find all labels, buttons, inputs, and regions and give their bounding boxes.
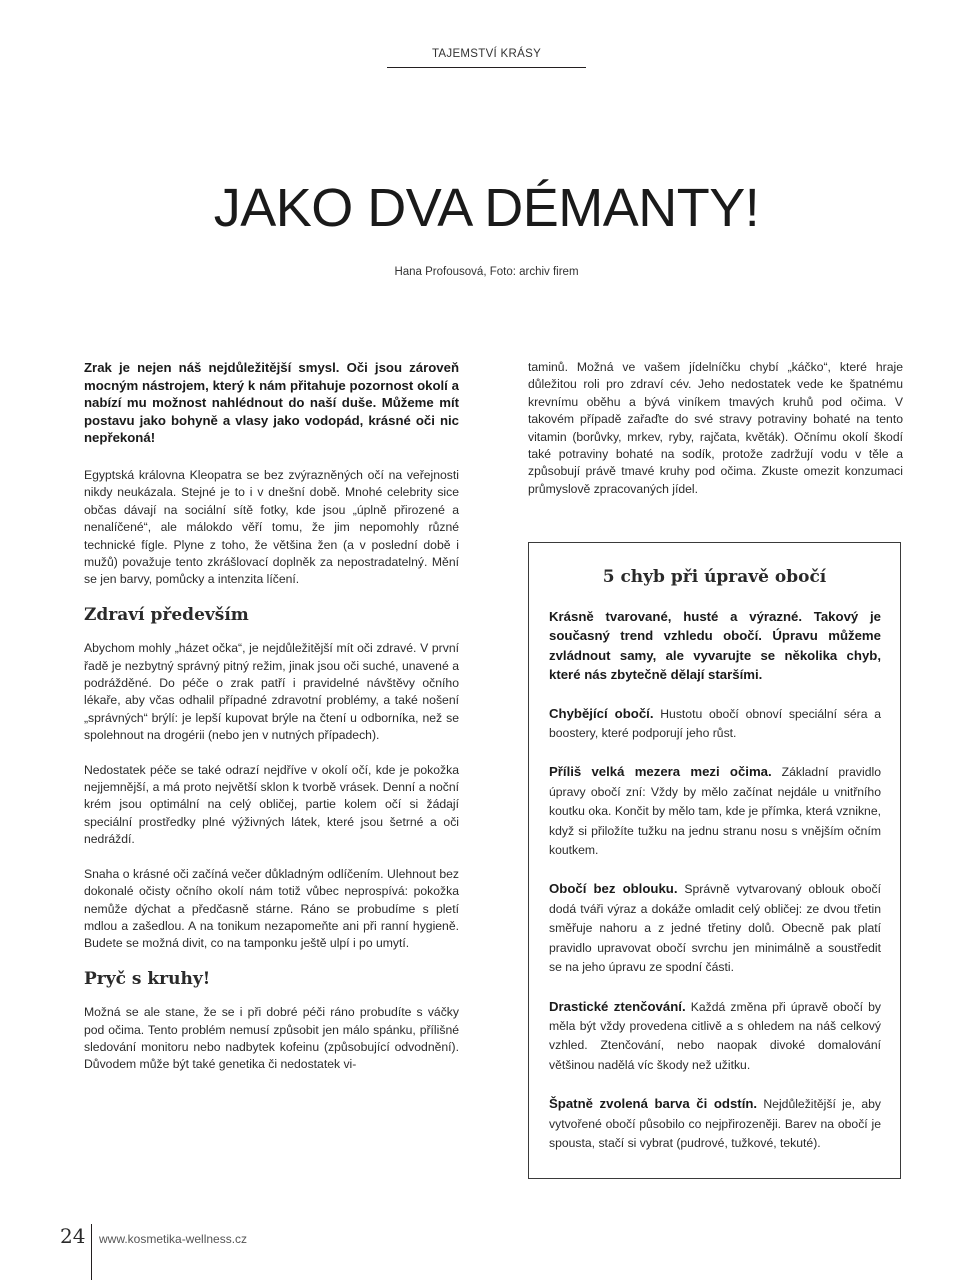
tip-item	[549, 762, 881, 860]
article-paragraph-continued	[84, 1004, 459, 1074]
tip-name: Drastické ztenčování.	[549, 998, 686, 1014]
paragraph-part-left: Možná se ale stane, že se i při dobré péči ráno probudíte s váčky pod očima. Tento problém nemusí způsobit jen málo spánku, přílišné sledování monitoru nebo nadbytek kofeinu (způsobující odvodnění). Důvodem může být také genetika či nedostatek vi-	[84, 1005, 459, 1072]
article-paragraph: Abychom mohly „házet očka“, je nejdůležitější mít oči zdravé. V první řadě je nezbytný správný pitný režim, jinak jsou oči suché, unavené a podrážděné. Do péče o zrak patří i pravidelné návštěvy očního lékaře, aby včas odhalil případné zdravotní problémy, a také nošení „správných“ brýlí: je lepší kupovat brýle na čtení u odborníka, než se spolehnout na drogérii (nebo jen v nutných případech).	[84, 641, 459, 743]
tip-item	[549, 997, 881, 1076]
tip-text: Správně vytvarovaný oblouk obočí dodá tváři výraz a dokáže omladit celý obličej: ze dvou třetin směřuje nahoru a z jedné třetiny dolů. Obecně pak platí pravidlo upravovat obočí svrchu jen minimálně a soustředit se na jeho úpravu ze spodní části.	[549, 882, 881, 975]
tip-text: Základní pravidlo úpravy obočí zní: Vždy by mělo začínat nejdále u vnitřního koutku oka. Končit by mělo tam, kde je přímka, která vznikne, když si přiložíte tužku na jednu stranu nosu s vnějším očním koutkem.	[549, 765, 881, 858]
box-body	[529, 607, 900, 1153]
tip-name: Špatně zvolená barva či odstín.	[549, 1096, 758, 1112]
tip-text: Nejdůležitější je, aby vytvořené obočí působilo co nejpřirozeněji. Barev na obočí je spousta, stačí si vybrat (pudrové, tužkové, tekuté).	[549, 1097, 881, 1150]
page-title: JAKO DVA DÉMANTY!	[213, 178, 760, 238]
article-paragraph: Egyptská královna Kleopatra se bez zvýrazněných očí na veřejnosti nikdy neukázala. Stejné je to i v dnešní době. Mnohé celebrity sice občas dávají na sociální sítě fotky, kde jsou „úplně přirozené a nenalíčené“, ale málokdo věří tomu, že jim nepomohly různé technické fígle. Plyne z toho, že většina žen (a v poslední době i mužů) považuje tento zkrášlovací doplněk za nepostradatelný. Mění se jen barvy, pomůcky a intenzita líčení.	[84, 467, 459, 587]
byline: Hana Profousová, Foto: archiv firem	[394, 266, 579, 278]
tip-name: Chybějící obočí.	[549, 705, 654, 721]
footer-url: www.kosmetika-wellness.cz	[99, 1232, 248, 1246]
article-column-left	[84, 359, 459, 1091]
tip-text: Hustotu obočí obnoví speciální séra a boostery, které podporují jeho růst.	[549, 706, 882, 741]
eyebrow-tips-box	[528, 542, 901, 1179]
subheading-circles: Pryč s kruhy!	[84, 968, 211, 989]
article-column-right	[528, 359, 903, 515]
article-paragraph-continuation	[528, 359, 903, 498]
tip-item	[549, 879, 881, 977]
tip-name: Příliš velká mezera mezi očima.	[549, 764, 772, 780]
section-label: TAJEMSTVÍ KRÁSY	[431, 48, 542, 60]
tip-text: Každá změna při úpravě obočí by měla být vždy provedena citlivě a s ohledem na náš celkový vzhled. Ztenčování, nebo naopak divoké domalování většinou nadělá víc škody než užitku.	[549, 999, 881, 1072]
box-lead: Krásně tvarované, husté a výrazné. Takový je současný trend vzhledu obočí. Úpravu můžeme zvládnout samy, ale vyvarujte se několika chyb, které nás zbytečně dělají staršími.	[549, 609, 881, 683]
paragraph-part-right: taminů. Možná ve vašem jídelníčku chybí „káčko“, které hraje důležitou roli pro zdraví cév. Jeho nedostatek vede ke špatnému krevnímu oběhu a bývá viníkem tmavých kruhů pod očima. V takovém případě zařaďte do své stravy potraviny bohaté na tento vitamin (borůvky, mrkev, ryby, rajčata, květák). Očnímu okolí škodí také potraviny bohaté na sodík, protože zadržují vodu v těle a způsobují právě tmavé kruhy pod očima. Zkuste omezit konzumaci průmyslově zpracovaných jídel.	[528, 360, 903, 496]
page-number: 24	[60, 1224, 86, 1248]
subheading-health: Zdraví především	[84, 604, 249, 625]
footer-divider	[91, 1224, 92, 1280]
tip-name: Obočí bez oblouku.	[549, 881, 678, 897]
box-title: 5 chyb při úpravě obočí	[602, 567, 827, 587]
tip-item	[549, 1094, 881, 1153]
article-paragraph: Snaha o krásné oči začíná večer důkladným odlíčením. Ulehnout bez dokonalé očisty očního okolí nám totiž vůbec neprospívá: pokožka nemůže dýchat a předčasně stárne. Ráno se probudíme s pletí mdlou a zašedlou. A na tonikum nezapomeňte ani při ranní hygieně. Budete se možná divit, co na tamponku ještě ulpí i po umytí.	[84, 866, 459, 951]
article-lead: Zrak je nejen náš nejdůležitější smysl. Oči jsou zároveň mocným nástrojem, který k nám přitahuje pozornost okolí a nabízí mu možnost nahlédnout do naší duše. Můžeme mít postavu jako bohyně a vlasy jako vodopád, krásné oči nic nepřekoná!	[84, 360, 459, 446]
tip-item	[549, 704, 881, 744]
section-divider	[387, 67, 586, 68]
article-paragraph: Nedostatek péče se také odrazí nejdříve v okolí očí, kde je pokožka nejjemnější, a má proto největší sklon k tvorbě vrásek. Denní a noční krém jsou optimální na celý obličej, partie kolem očí si žádají speciální prostředky plné výživných látek, které jsou šetrné a oči nedráždí.	[84, 762, 459, 847]
